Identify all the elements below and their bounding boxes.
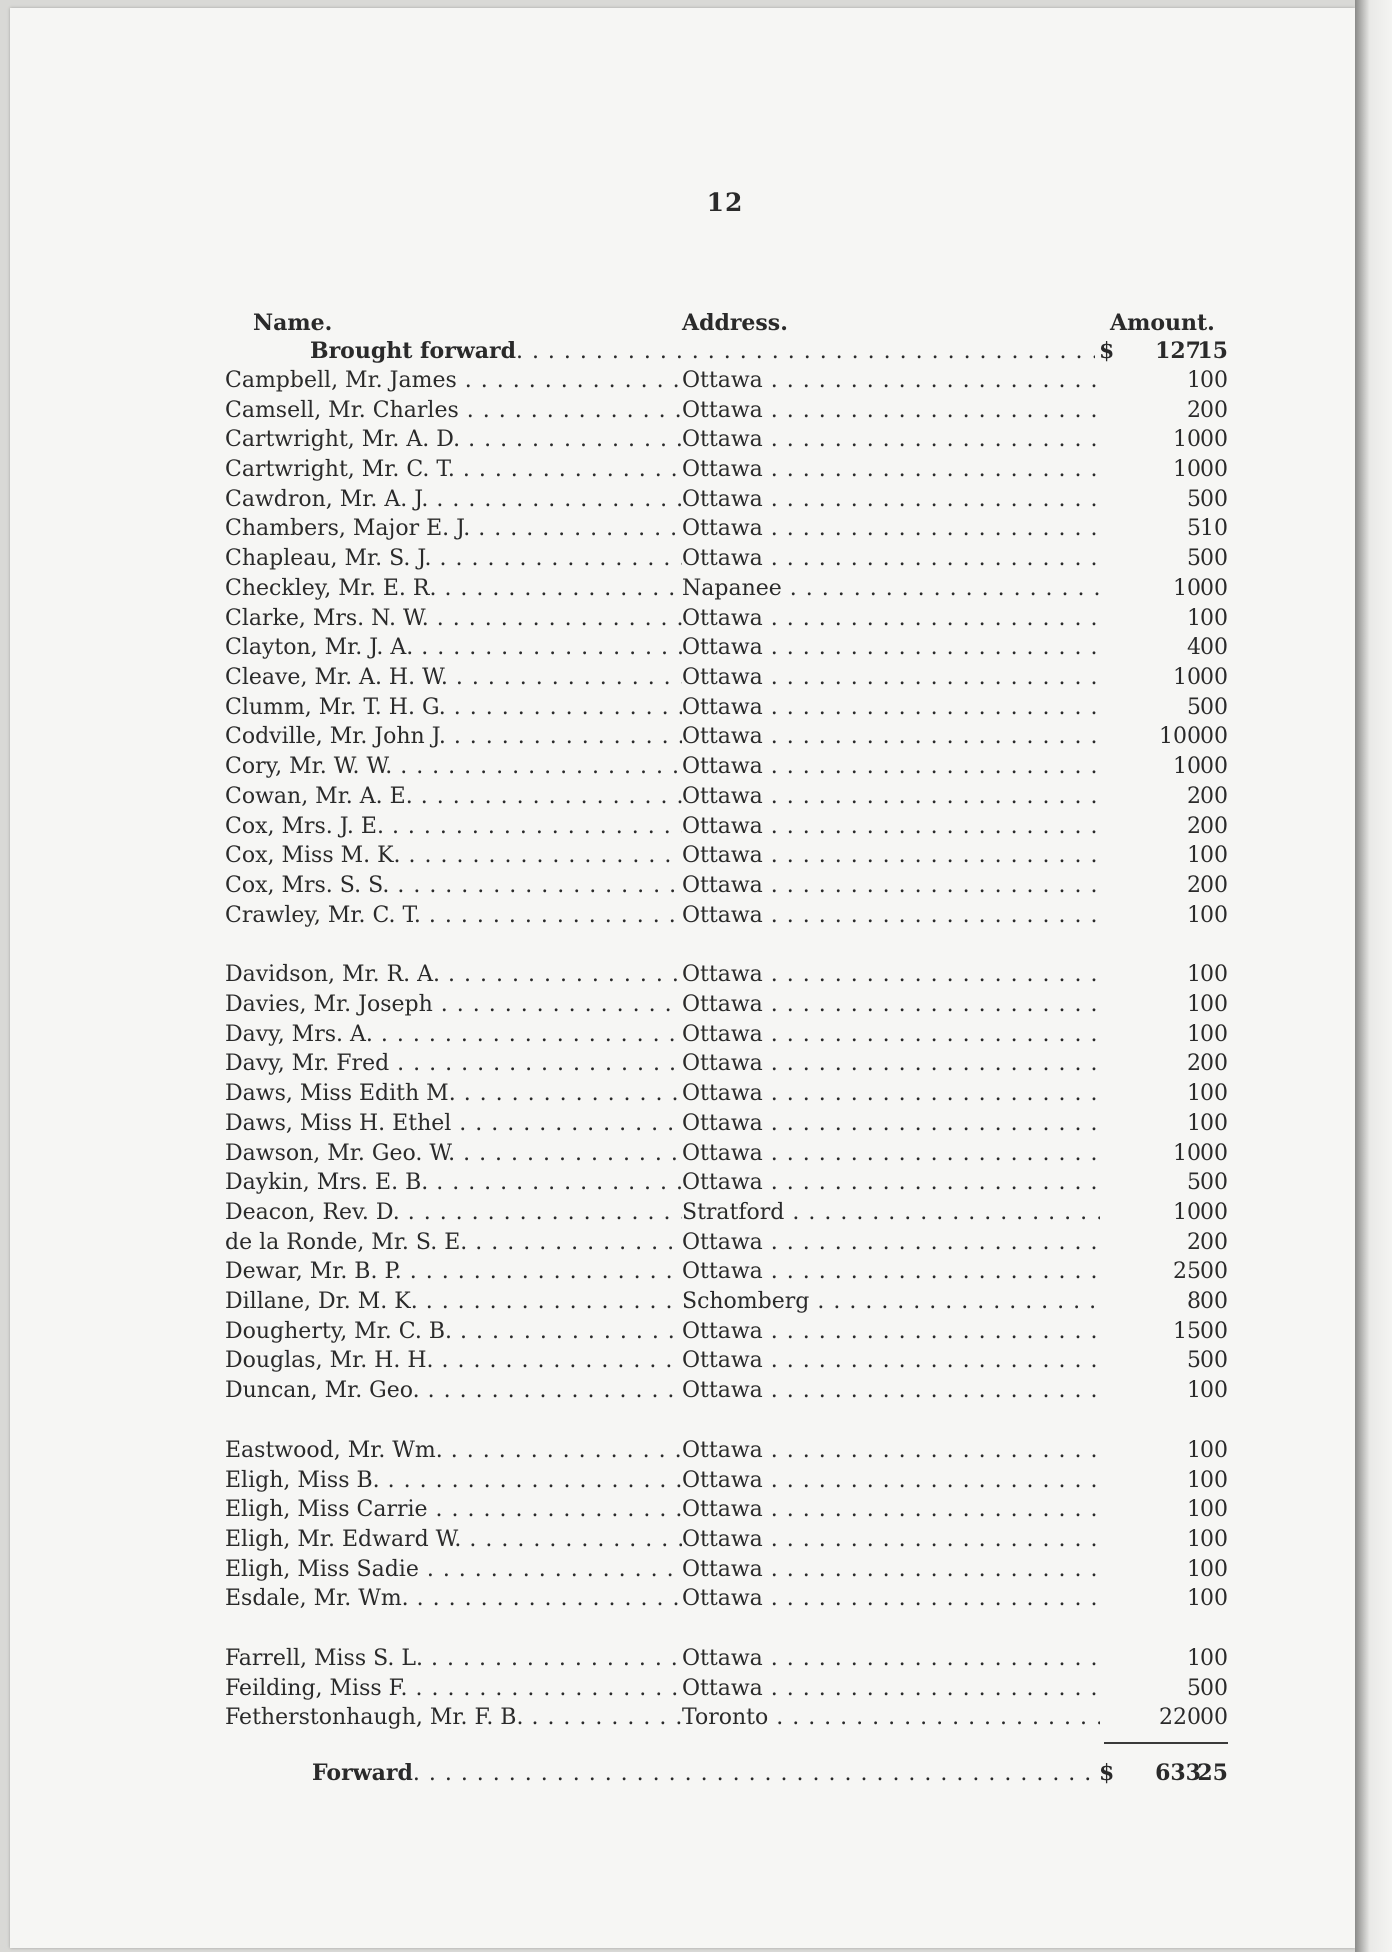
entry-address: Ottawa . . . [682,1436,1100,1466]
forward-cents: 25 [1197,1760,1228,1786]
list-item [10,1317,1355,1347]
entry-cents: 00 [1200,992,1228,1017]
entry-dollars: 5 [1187,546,1201,571]
total-rule [1104,1742,1228,1744]
list-item [10,633,1355,663]
list-item [10,841,1355,871]
list-item [10,901,1355,931]
entry-name: Douglas, Mr. H. H. . . . [225,1346,682,1376]
list-item [10,1287,1355,1317]
ledger-page [10,8,1355,1948]
entry-cents: 00 [1200,1497,1228,1522]
book-spine-shadow [1355,0,1392,1952]
list-item [10,366,1355,396]
list-item [10,663,1355,693]
entry-cents: 00 [1200,487,1228,512]
entry-cents: 00 [1200,1348,1228,1373]
entry-name: Dillane, Dr. M. K. . . . [225,1287,682,1317]
entry-name: Dewar, Mr. B. P. . . . [225,1257,682,1287]
entry-dollars: 1 [1187,1111,1201,1136]
entry-name: Crawley, Mr. C. T. . . . [225,901,682,931]
entry-name: Cleave, Mr. A. H. W. . . . [225,663,682,693]
entry-cents: 00 [1200,546,1228,571]
entry-cents: 00 [1200,1586,1228,1611]
entry-address: Ottawa . . . [682,1139,1100,1169]
entry-dollars: 10 [1173,754,1201,779]
entry-dollars: 5 [1187,695,1201,720]
entry-name: Clumm, Mr. T. H. G. . . . [225,693,682,723]
entry-name: Davy, Mrs. A. . . . [225,1020,682,1050]
entry-cents: 00 [1200,1111,1228,1136]
entry-name: Clayton, Mr. J. A. . . . [225,633,682,663]
entry-name: Cox, Miss M. K. . . . [225,841,682,871]
list-item [10,752,1355,782]
entry-dollars: 1 [1187,1527,1201,1552]
entry-cents: 00 [1200,695,1228,720]
entry-dollars: 1 [1187,1378,1201,1403]
brought-forward-dollars: 127 [1155,338,1201,364]
page-number: 12 [706,188,744,217]
column-header-name: Name. [253,310,333,336]
entry-cents: 00 [1200,1230,1228,1255]
entry-cents: 00 [1200,606,1228,631]
entry-name: de la Ronde, Mr. S. E. . . . [225,1228,682,1258]
list-item [10,1644,1355,1674]
entry-name: Daws, Miss Edith M. . . . [225,1079,682,1109]
list-item [10,1346,1355,1376]
entry-address: Ottawa . . . [682,812,1100,842]
entry-address: Ottawa . . . [682,901,1100,931]
entry-name: Chapleau, Mr. S. J. . . . [225,544,682,574]
entry-dollars: 10 [1173,665,1201,690]
entry-name: Checkley, Mr. E. R. . . . [225,574,682,604]
entry-dollars: 5 [1187,516,1201,541]
entry-name: Eligh, Miss Sadie . . . [225,1555,682,1585]
entry-name: Davies, Mr. Joseph . . . [225,990,682,1020]
entry-address: Ottawa . . . [682,841,1100,871]
entry-dollars: 25 [1173,1259,1201,1284]
list-item [10,1436,1355,1466]
list-item [10,1139,1355,1169]
entry-cents: 00 [1200,1289,1228,1314]
entry-address: Ottawa . . . [682,633,1100,663]
entry-dollars: 1 [1187,1468,1201,1493]
entry-name: Davy, Mr. Fred . . . [225,1049,682,1079]
entry-name: Chambers, Major E. J. . . . [225,514,682,544]
entry-dollars: 15 [1173,1319,1201,1344]
entry-name: Feilding, Miss F. . . . [225,1674,682,1704]
entry-cents: 00 [1200,1468,1228,1493]
entry-name: Deacon, Rev. D. . . . [225,1198,682,1228]
entry-name: Cartwright, Mr. A. D. . . . [225,425,682,455]
entry-name: Eligh, Miss B. . . . [225,1466,682,1496]
entry-name: Cox, Mrs. S. S. . . . [225,871,682,901]
list-item [10,871,1355,901]
entry-address: Ottawa . . . [682,1674,1100,1704]
entry-dollars: 1 [1187,1557,1201,1582]
list-item [10,1555,1355,1585]
entry-cents: 00 [1200,427,1228,452]
entry-address: Ottawa . . . [682,1644,1100,1674]
entry-cents: 00 [1200,903,1228,928]
entry-address: Ottawa . . . [682,1109,1100,1139]
entry-cents: 00 [1200,665,1228,690]
entry-name: Cory, Mr. W. W. . . . [225,752,682,782]
entry-cents: 00 [1200,1438,1228,1463]
entry-address: Ottawa . . . [682,1257,1100,1287]
entry-cents: 00 [1200,1022,1228,1047]
entry-cents: 00 [1200,1081,1228,1106]
entry-address: Ottawa . . . [682,455,1100,485]
list-item [10,396,1355,426]
list-item [10,1376,1355,1406]
entry-name: Clarke, Mrs. N. W. . . . [225,604,682,634]
list-item [10,782,1355,812]
entry-name: Cox, Mrs. J. E. . . . [225,812,682,842]
entry-cents: 00 [1200,1141,1228,1166]
entry-dollars: 10 [1173,576,1201,601]
brought-forward-row [10,336,1355,366]
entry-address: Ottawa . . . [682,1049,1100,1079]
list-item [10,1495,1355,1525]
entry-dollars: 100 [1159,724,1201,749]
entry-dollars: 1 [1187,962,1201,987]
entry-address: Ottawa . . . [682,396,1100,426]
entry-address: Schomberg . . . [682,1287,1100,1317]
list-item [10,514,1355,544]
entry-cents: 00 [1200,398,1228,423]
entry-cents: 00 [1200,1259,1228,1284]
entry-address: Ottawa . . . [682,693,1100,723]
entry-name: Farrell, Miss S. L. . . . [225,1644,682,1674]
entry-cents: 00 [1200,814,1228,839]
entry-dollars: 2 [1187,398,1201,423]
entry-cents: 00 [1200,368,1228,393]
entry-name: Cowan, Mr. A. E. . . . [225,782,682,812]
entry-cents: 00 [1200,1200,1228,1225]
list-item [10,455,1355,485]
list-item [10,722,1355,752]
list-item [10,485,1355,515]
list-item [10,1079,1355,1109]
brought-forward-label: Brought forward . . . [310,336,1095,367]
entry-dollars: 1 [1187,903,1201,928]
entry-name: Duncan, Mr. Geo. . . . [225,1376,682,1406]
list-item [10,1674,1355,1704]
list-item [10,574,1355,604]
entry-dollars: 5 [1187,1348,1201,1373]
entry-cents: 10 [1200,516,1228,541]
entry-dollars: 1 [1187,843,1201,868]
entry-cents: 00 [1200,843,1228,868]
entry-address: Ottawa . . . [682,485,1100,515]
entry-cents: 00 [1200,1646,1228,1671]
entry-address: Ottawa . . . [682,425,1100,455]
entry-dollars: 1 [1187,1586,1201,1611]
entry-dollars: 1 [1187,1497,1201,1522]
entry-name: Davidson, Mr. R. A. . . . [225,960,682,990]
list-item [10,425,1355,455]
entry-cents: 00 [1200,635,1228,660]
entry-name: Cawdron, Mr. A. J. . . . [225,485,682,515]
entry-address: Ottawa . . . [682,604,1100,634]
entry-address: Ottawa . . . [682,871,1100,901]
entry-name: Eastwood, Mr. Wm. . . . [225,1436,682,1466]
entry-address: Ottawa . . . [682,1525,1100,1555]
entry-dollars: 1 [1187,606,1201,631]
entry-address: Ottawa . . . [682,752,1100,782]
list-item [10,604,1355,634]
entry-dollars: 2 [1187,784,1201,809]
entry-name: Codville, Mr. John J. . . . [225,722,682,752]
entry-address: Ottawa . . . [682,782,1100,812]
entry-address: Ottawa . . . [682,1584,1100,1614]
entry-address: Ottawa . . . [682,1020,1100,1050]
list-item [10,1168,1355,1198]
list-item [10,812,1355,842]
entry-cents: 00 [1200,1705,1228,1730]
list-item [10,1228,1355,1258]
entry-dollars: 10 [1173,457,1201,482]
entry-address: Ottawa . . . [682,366,1100,396]
list-item [10,1020,1355,1050]
list-item [10,1466,1355,1496]
currency-sign: $ [1099,1760,1115,1786]
entry-cents: 00 [1200,1676,1228,1701]
entry-dollars: 1 [1187,1081,1201,1106]
entry-name: Daws, Miss H. Ethel . . . [225,1109,682,1139]
entry-name: Dawson, Mr. Geo. W. . . . [225,1139,682,1169]
entry-dollars: 2 [1187,1051,1201,1076]
list-item [10,1703,1355,1733]
entry-address: Ottawa . . . [682,960,1100,990]
entry-dollars: 10 [1173,1141,1201,1166]
list-item [10,1109,1355,1139]
entry-name: Eligh, Miss Carrie . . . [225,1495,682,1525]
entry-address: Ottawa . . . [682,1346,1100,1376]
entry-address: Ottawa . . . [682,1495,1100,1525]
entry-name: Camsell, Mr. Charles . . . [225,396,682,426]
entry-address: Ottawa . . . [682,1079,1100,1109]
entry-dollars: 8 [1187,1289,1201,1314]
entry-dollars: 5 [1187,1676,1201,1701]
entry-address: Ottawa . . . [682,514,1100,544]
entry-address: Ottawa . . . [682,1555,1100,1585]
list-item [10,990,1355,1020]
forward-label: Forward . . . [312,1758,1095,1789]
entry-cents: 00 [1200,873,1228,898]
entry-cents: 00 [1200,1527,1228,1552]
entry-cents: 00 [1200,724,1228,749]
entry-address: Ottawa . . . [682,1228,1100,1258]
entry-address: Ottawa . . . [682,990,1100,1020]
list-item [10,1198,1355,1228]
entry-cents: 00 [1200,754,1228,779]
entry-dollars: 2 [1187,873,1201,898]
entry-dollars: 10 [1173,427,1201,452]
column-header-amount: Amount. [1110,310,1215,336]
entry-cents: 00 [1200,962,1228,987]
column-header-address: Address. [682,310,788,336]
entry-cents: 00 [1200,1051,1228,1076]
list-item [10,960,1355,990]
entry-dollars: 2 [1187,814,1201,839]
entry-name: Esdale, Mr. Wm. . . . [225,1584,682,1614]
entry-cents: 00 [1200,1319,1228,1344]
entry-dollars: 1 [1187,1022,1201,1047]
entry-cents: 00 [1200,1378,1228,1403]
entry-dollars: 5 [1187,487,1201,512]
list-item [10,693,1355,723]
entry-address: Ottawa . . . [682,663,1100,693]
entry-dollars: 5 [1187,1170,1201,1195]
entry-dollars: 2 [1187,1230,1201,1255]
entry-dollars: 1 [1187,992,1201,1017]
entry-dollars: 1 [1187,368,1201,393]
entry-cents: 00 [1200,784,1228,809]
entry-dollars: 10 [1173,1200,1201,1225]
entry-cents: 00 [1200,576,1228,601]
list-item [10,1525,1355,1555]
entry-name: Eligh, Mr. Edward W. . . . [225,1525,682,1555]
entry-cents: 00 [1200,1557,1228,1582]
entry-address: Ottawa . . . [682,1466,1100,1496]
entry-address: Ottawa . . . [682,1376,1100,1406]
entry-name: Daykin, Mrs. E. B. . . . [225,1168,682,1198]
list-item [10,544,1355,574]
entry-dollars: 1 [1187,1438,1201,1463]
entry-address: Ottawa . . . [682,722,1100,752]
forward-dollars: 633 [1155,1760,1201,1786]
entry-cents: 00 [1200,1170,1228,1195]
list-item [10,1257,1355,1287]
entry-address: Ottawa . . . [682,1317,1100,1347]
currency-sign: $ [1099,338,1115,364]
list-item [10,1584,1355,1614]
entry-dollars: 1 [1187,1646,1201,1671]
entry-cents: 00 [1200,457,1228,482]
entry-address: Toronto . . . [682,1703,1100,1733]
entry-dollars: 4 [1187,635,1201,660]
forward-row [10,1758,1355,1788]
entry-name: Cartwright, Mr. C. T. . . . [225,455,682,485]
list-item [10,1049,1355,1079]
entry-address: Ottawa . . . [682,544,1100,574]
entry-dollars: 220 [1159,1705,1201,1730]
entry-name: Campbell, Mr. James . . . [225,366,682,396]
entry-name: Fetherstonhaugh, Mr. F. B. . . . [225,1703,682,1733]
entry-address: Ottawa . . . [682,1168,1100,1198]
brought-forward-cents: 15 [1197,338,1228,364]
entry-address: Napanee . . . [682,574,1100,604]
entry-name: Dougherty, Mr. C. B. . . . [225,1317,682,1347]
entry-address: Stratford . . . [682,1198,1100,1228]
